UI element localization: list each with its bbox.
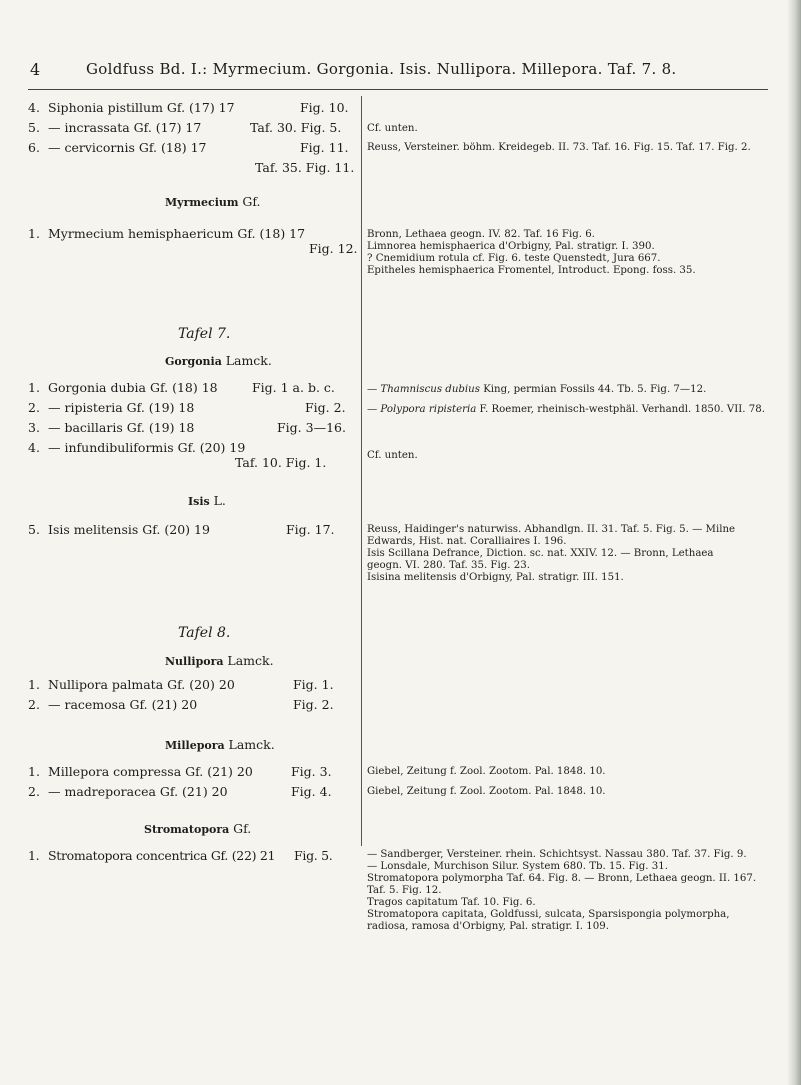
ref-line: Epitheles hemisphaerica Fromentel, Introduct. Epong. foss. 35. [367,265,696,276]
column-divider [361,96,362,846]
ref-line: — Sandberger, Versteiner. rhein. Schichtsyst. Nassau 380. Taf. 37. Fig. 9. [367,849,747,860]
running-title: Goldfuss Bd. I.: Myrmecium. Gorgonia. Isis. Nullipora. Millepora. Taf. 7. 8. [86,60,677,78]
ref-line: Tragos capitatum Taf. 10. Fig. 6. [367,897,536,908]
entry-number: 6. [28,140,40,155]
ref-line: Stromatopora polymorpha Taf. 64. Fig. 8. — Bronn, Lethaea geogn. II. 167. [367,873,757,884]
entry-figure-2: Taf. 35. Fig. 11. [255,160,355,175]
ref-line: Isisina melitensis d'Orbigny, Pal. stratigr. III. 151. [367,572,624,583]
entry-figure: Fig. 11. [300,140,349,155]
ref-line: Giebel, Zeitung f. Zool. Zootom. Pal. 1848. 10. [367,786,606,797]
ref-line: Limnorea hemisphaerica d'Orbigny, Pal. stratigr. I. 390. [367,241,655,252]
page-header [0,60,801,84]
ref-line: Bronn, Lethaea geogn. IV. 82. Taf. 16 Fig. 6. [367,229,595,240]
entry-name: Siphonia pistillum Gf. (17) 17 [48,100,235,115]
page-number: 4 [30,60,41,79]
ref-line: — Thamniscus dubius King, permian Fossils 44. Tb. 5. Fig. 7—12. [367,384,707,395]
ref-line: geogn. VI. 280. Taf. 35. Fig. 23. [367,560,530,571]
entry-number: 1. [28,226,40,241]
entry-number: 4. [28,100,40,115]
genus-heading-isis: Isis L. [188,493,226,508]
ref-line: Taf. 5. Fig. 12. [367,885,442,896]
header-rule [28,89,768,90]
scan-edge [787,0,801,1085]
entry-name: — incrassata Gf. (17) 17 [48,120,202,135]
ref-line: — Polypora ripisteria F. Roemer, rheinisch-westphäl. Verhandl. 1850. VII. 78. [367,404,765,415]
ref-line: Isis Scillana Defrance, Diction. sc. nat. XXIV. 12. — Bronn, Lethaea [367,548,714,559]
entry-name: — cervicornis Gf. (18) 17 [48,140,207,155]
entry-number: 5. [28,120,40,135]
ref-line: Giebel, Zeitung f. Zool. Zootom. Pal. 1848. 10. [367,766,606,777]
genus-heading-nullipora: Nullipora Lamck. [165,653,274,668]
ref-line: — Lonsdale, Murchison Silur. System 680. Tb. 15. Fig. 31. [367,861,668,872]
plate-heading-tafel-7: Tafel 7. [178,326,231,342]
entry-figure: Taf. 30. Fig. 5. [250,120,342,135]
plate-heading-tafel-8: Tafel 8. [178,625,231,641]
ref-line: Stromatopora capitata, Goldfussi, sulcata, Sparsispongia polymorpha, [367,909,730,920]
genus-heading-millepora: Millepora Lamck. [165,737,275,752]
ref-line: ? Cnemidium rotula cf. Fig. 6. teste Quenstedt, Jura 667. [367,253,661,264]
genus-heading-myrmecium: Myrmecium Gf. [165,194,261,209]
ref-line: Cf. unten. [367,123,418,134]
entry-figure: Fig. 10. [300,100,349,115]
genus-heading-gorgonia: Gorgonia Lamck. [165,353,272,368]
ref-line: radiosa, ramosa d'Orbigny, Pal. stratigr. I. 109. [367,921,609,932]
ref-line: Reuss, Haidinger's naturwiss. Abhandlgn. II. 31. Taf. 5. Fig. 5. — Milne [367,524,736,535]
ref-line: Cf. unten. [367,450,418,461]
ref-line: Edwards, Hist. nat. Coralliaires I. 196. [367,536,567,547]
entry-name: Myrmecium hemisphaericum Gf. (18) 17 [48,226,306,241]
genus-heading-stromatopora: Stromatopora Gf. [144,821,252,836]
ref-line: Reuss, Versteiner. böhm. Kreidegeb. II. 73. Taf. 16. Fig. 15. Taf. 17. Fig. 2. [367,142,751,153]
